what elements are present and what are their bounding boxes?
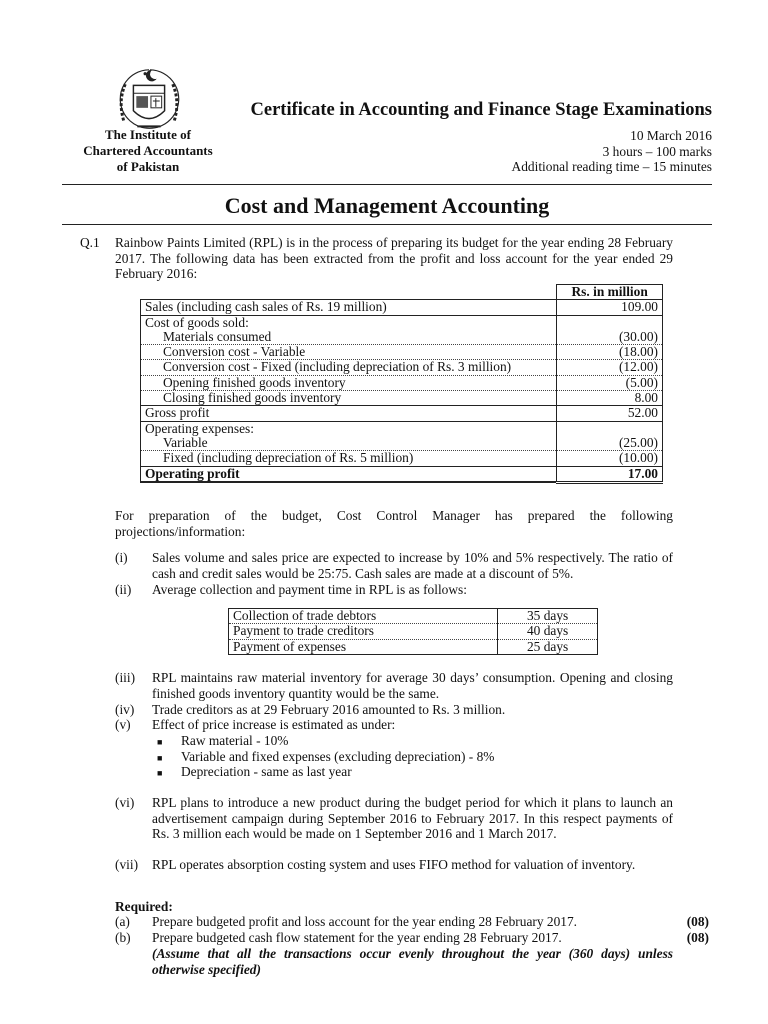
row-value: 40 days (498, 624, 598, 639)
row-value: (12.00) (557, 360, 663, 375)
item-number: (iv) (115, 702, 135, 717)
item-number: (iii) (115, 670, 136, 685)
row-value: (18.00) (557, 345, 663, 360)
exam-duration: 3 hours – 100 marks (602, 143, 712, 159)
bullet-icon: ■ (157, 753, 163, 763)
item-text: Trade creditors as at 29 February 2016 amounted to Rs. 3 million. (152, 702, 506, 717)
table-row (229, 639, 598, 654)
column-header: Rs. in million (557, 285, 663, 300)
row-label: Payment of expenses (229, 639, 498, 654)
subject-title: Cost and Management Accounting (224, 193, 550, 218)
item-text: Average collection and payment time in RPL is as follows: (152, 582, 467, 597)
row-label: Collection of trade debtors (229, 609, 498, 624)
price-effect-item: Depreciation - same as last year (181, 764, 352, 779)
row-value: 109.00 (557, 300, 663, 315)
assumption-note: (Assume that all the transactions occur evenly throughout the year (360 days) unless otherwise specified) (152, 946, 673, 977)
reading-time: Additional reading time – 15 minutes (511, 159, 712, 174)
table-row (229, 624, 598, 639)
table-row (141, 421, 663, 436)
row-label: Operating expenses: (141, 421, 557, 436)
table-header-row (141, 285, 663, 300)
table-row (141, 391, 663, 406)
row-label: Payment to trade creditors (229, 624, 498, 639)
bullet-icon: ■ (157, 737, 163, 747)
collection-payment-table (228, 608, 598, 655)
row-label: Conversion cost - Variable (141, 345, 557, 360)
institute-line-1: The Institute of (105, 127, 191, 142)
row-value: 8.00 (557, 391, 663, 406)
item-text: RPL plans to introduce a new product during the budget period for which it plans to launch an advertisement campaign during September 2016 to February 2017. In this respect payments of Rs. 3 million each would be made on 1 September 2016 and 1 March 2017. (152, 795, 673, 842)
institute-line-2: Chartered Accountants (83, 143, 213, 158)
part-number: (a) (115, 914, 130, 929)
table-row (141, 406, 663, 421)
row-value: (25.00) (557, 436, 663, 451)
row-value: (10.00) (557, 451, 663, 466)
table-row (229, 609, 598, 624)
row-label: Sales (including cash sales of Rs. 19 million) (141, 300, 557, 315)
price-effect-item: Variable and fixed expenses (excluding depreciation) - 8% (181, 749, 495, 764)
row-label: Conversion cost - Fixed (including depreciation of Rs. 3 million) (141, 360, 557, 375)
institute-line-3: of Pakistan (116, 159, 180, 174)
question-intro: Rainbow Paints Limited (RPL) is in the process of preparing its budget for the year ending 28 February 2017. The following data has been extracted from the profit and loss account for the year ended 29 February 2016: (115, 235, 673, 282)
bullet-icon: ■ (157, 768, 163, 778)
table-row (141, 436, 663, 451)
part-text: Prepare budgeted profit and loss account for the year ending 28 February 2017. (152, 914, 578, 929)
table-row (141, 300, 663, 315)
table-row (141, 451, 663, 466)
part-marks: (08) (686, 930, 709, 945)
row-label: Fixed (including depreciation of Rs. 5 million) (141, 451, 557, 466)
row-label: Operating profit (141, 466, 557, 482)
row-label: Gross profit (141, 406, 557, 421)
row-value: (5.00) (557, 375, 663, 390)
row-label: Variable (141, 436, 557, 451)
table-row (141, 315, 663, 330)
table-row (141, 330, 663, 345)
row-value: 25 days (498, 639, 598, 654)
row-value (557, 421, 663, 436)
exam-date: 10 March 2016 (630, 128, 712, 143)
projections-intro: For preparation of the budget, Cost Control Manager has prepared the following projections/information: (115, 508, 673, 539)
exam-details (400, 128, 712, 175)
price-effect-item: Raw material - 10% (181, 733, 289, 748)
table-row (141, 345, 663, 360)
table-row-total (141, 466, 663, 482)
part-marks: (08) (686, 914, 709, 929)
row-value: 52.00 (557, 406, 663, 421)
item-text: RPL operates absorption costing system and uses FIFO method for valuation of inventory. (152, 857, 636, 872)
row-label: Materials consumed (141, 330, 557, 345)
institute-name (62, 127, 234, 175)
item-number: (vi) (115, 795, 135, 810)
item-number: (ii) (115, 582, 132, 597)
part-text: Prepare budgeted cash flow statement for the year ending 28 February 2017. (152, 930, 562, 945)
row-label: Closing finished goods inventory (141, 391, 557, 406)
row-label: Cost of goods sold: (141, 315, 557, 330)
item-number: (v) (115, 717, 131, 732)
header-rule-top (62, 184, 712, 185)
required-heading: Required: (115, 899, 173, 914)
table-row (141, 360, 663, 375)
table-row (141, 375, 663, 390)
item-text: RPL maintains raw material inventory for average 30 days’ consumption. Opening and closing finished goods inventory quantity would be the same. (152, 670, 673, 701)
item-text: Sales volume and sales price are expected to increase by 10% and 5% respectively. The ratio of cash and credit sales would be 25:75. Cash sales are made at a discount of 5%. (152, 550, 673, 581)
header-rule-bottom (62, 224, 712, 225)
exam-title: Certificate in Accounting and Finance Stage Examinations (250, 100, 712, 120)
item-text: Effect of price increase is estimated as under: (152, 717, 396, 732)
row-value: 17.00 (557, 466, 663, 482)
profit-loss-table (140, 284, 663, 484)
row-value: (30.00) (557, 330, 663, 345)
row-label: Opening finished goods inventory (141, 375, 557, 390)
row-value: 35 days (498, 609, 598, 624)
question-number: Q.1 (80, 235, 100, 250)
item-number: (vii) (115, 857, 139, 872)
item-number: (i) (115, 550, 128, 565)
part-number: (b) (115, 930, 131, 945)
row-value (557, 315, 663, 330)
